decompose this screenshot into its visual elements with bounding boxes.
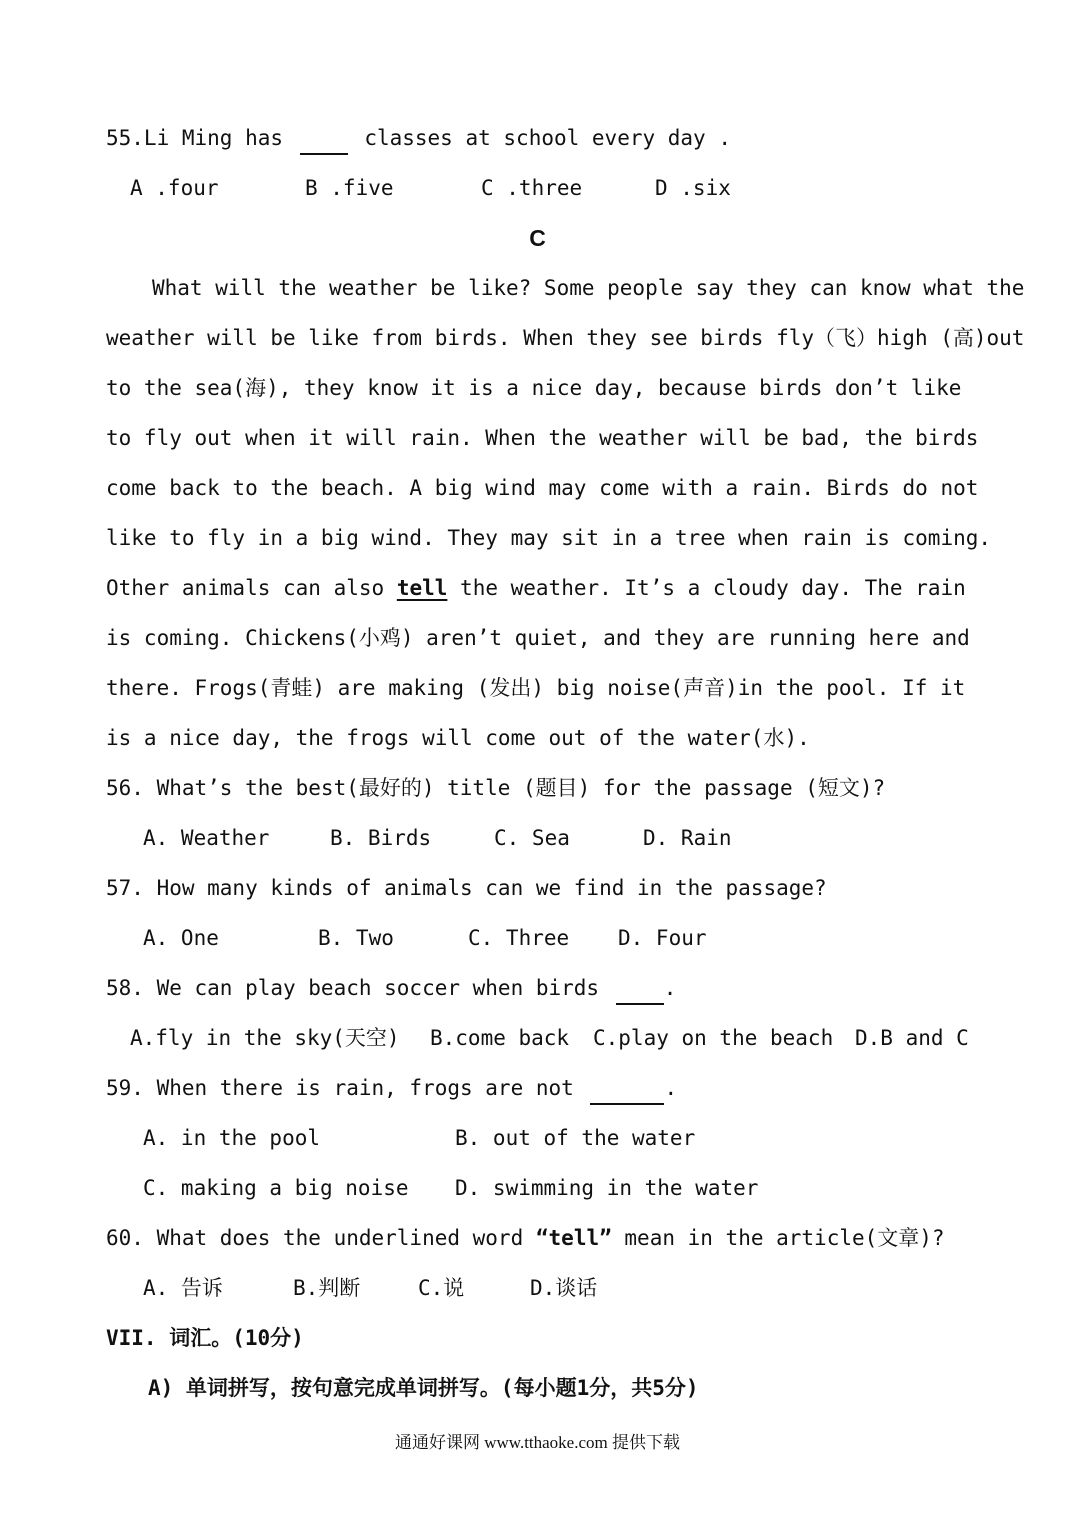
answer-blank: [590, 1079, 664, 1105]
passage-line-7: Other animals can also tell the weather. It’s a cloudy day. The rain: [106, 576, 966, 600]
question-55-stem: 55.Li Ming has classes at school every day .: [106, 121, 971, 155]
q57-option-d: D. Four: [618, 926, 707, 950]
q59-option-b: B. out of the water: [455, 1126, 696, 1150]
section-c-heading: C: [529, 225, 546, 251]
q56-option-c: C. Sea: [494, 826, 570, 850]
passage-line-5: come back to the beach. A big wind may come with a rain. Birds do not: [106, 476, 979, 500]
page-footer: 通通好课网 www.tthaoke.com 提供下载: [394, 1433, 681, 1452]
section-vii-heading: VII. 词汇。(10分): [106, 1326, 304, 1350]
q57-option-c: C. Three: [468, 926, 570, 950]
passage-line-10: is a nice day, the frogs will come out of the water(水).: [106, 726, 810, 750]
q60-option-b: B.判断: [293, 1276, 361, 1300]
q58-option-c: C.play on the beach: [593, 1026, 834, 1050]
passage-line-6: like to fly in a big wind. They may sit in a tree when rain is coming.: [106, 526, 992, 550]
passage-line-2: weather will be like from birds. When they see birds fly（飞）high (高)out: [106, 326, 1025, 350]
q58-option-d: D.B and C: [855, 1026, 969, 1050]
passage-line-9: there. Frogs(青蛙) are making (发出) big noise(声音)in the pool. If it: [106, 676, 966, 700]
passage-line-8: is coming. Chickens(小鸡) aren’t quiet, and they are running here and: [106, 626, 970, 650]
q55-option-a: A .four: [130, 176, 219, 200]
q55-option-d: D .six: [655, 176, 731, 200]
question-60-stem: 60. What does the underlined word “tell” mean in the article(文章)?: [106, 1226, 945, 1250]
q59-option-d: D. swimming in the water: [455, 1176, 759, 1200]
answer-blank: [300, 129, 348, 155]
q60-option-a: A. 告诉: [143, 1276, 223, 1300]
passage-line-4: to fly out when it will rain. When the weather will be bad, the birds: [106, 426, 979, 450]
q56-option-a: A. Weather: [143, 826, 270, 850]
q56-option-d: D. Rain: [643, 826, 732, 850]
underlined-word-tell: tell: [396, 576, 448, 600]
q56-option-b: B. Birds: [330, 826, 432, 850]
q60-option-c: C.说: [418, 1276, 465, 1300]
q57-option-b: B. Two: [318, 926, 394, 950]
q55-option-b: B .five: [305, 176, 394, 200]
q55-option-c: C .three: [481, 176, 583, 200]
question-56-stem: 56. What’s the best(最好的) title (题目) for the passage (短文)?: [106, 776, 886, 800]
question-57-stem: 57. How many kinds of animals can we find in the passage?: [106, 876, 827, 900]
q58-option-a: A.fly in the sky(天空): [130, 1026, 400, 1050]
q58-option-b: B.come back: [430, 1026, 570, 1050]
passage-line-1: What will the weather be like? Some people say they can know what the: [152, 276, 1025, 300]
quoted-word-tell: “tell”: [535, 1226, 612, 1250]
question-58-stem: 58. We can play beach soccer when birds .: [106, 971, 971, 1005]
question-59-stem: 59. When there is rain, frogs are not .: [106, 1071, 971, 1105]
q60-option-d: D.谈话: [530, 1276, 598, 1300]
answer-blank: [616, 979, 664, 1005]
q57-option-a: A. One: [143, 926, 219, 950]
section-vii-a-heading: A) 单词拼写，按句意完成单词拼写。(每小题1分，共5分): [148, 1376, 699, 1400]
q59-option-c: C. making a big noise: [143, 1176, 409, 1200]
q59-option-a: A. in the pool: [143, 1126, 321, 1150]
passage-line-3: to the sea(海), they know it is a nice day, because birds don’t like: [106, 376, 962, 400]
